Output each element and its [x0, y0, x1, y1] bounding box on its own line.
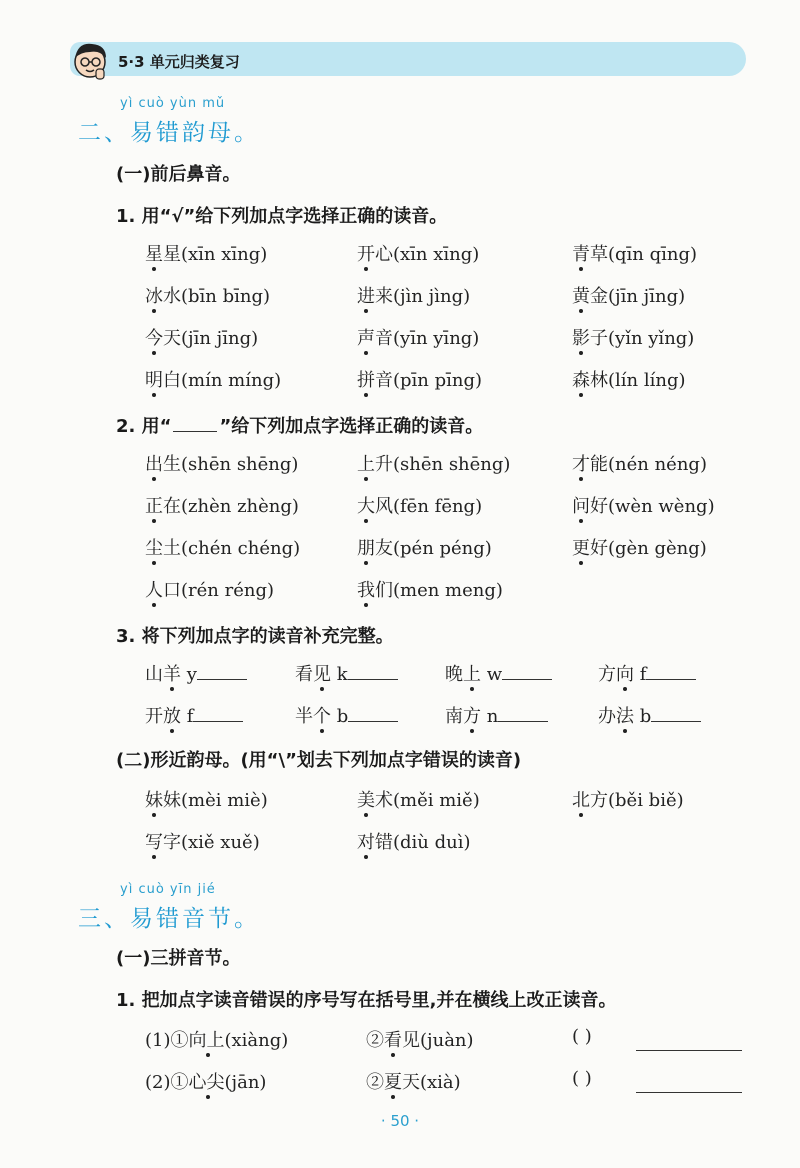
part2-item: 美术(měi miě) — [357, 790, 480, 811]
emphasis-dot-icon — [579, 351, 583, 355]
q1-item: 拼音(pīn pīng) — [357, 370, 483, 391]
answer-blank[interactable] — [646, 663, 696, 680]
emphasis-dot-icon — [579, 519, 583, 523]
emphasis-dot-icon — [170, 729, 174, 733]
q2-item: 出生(shēn shēng) — [145, 454, 299, 475]
part2-item: 北方(běi biě) — [572, 790, 684, 811]
q1-item: 声音(yīn yīng) — [357, 328, 480, 349]
emphasis-dot-icon — [364, 477, 368, 481]
q1-item: 森林(lín líng) — [572, 370, 686, 391]
s3-part1-title: (一)三拼音节。 — [116, 948, 241, 969]
emphasis-dot-icon — [152, 855, 156, 859]
part2-item: 妹妹(mèi miè) — [145, 790, 268, 811]
q2-title-blank — [173, 431, 217, 432]
q2-title-start: 2. 用“ — [116, 416, 172, 437]
emphasis-dot-icon — [364, 855, 368, 859]
q3-item: 开放 f — [145, 702, 243, 728]
q3-item: 半个 b — [295, 702, 398, 728]
section3-pinyin: yì cuò yīn jié — [120, 882, 216, 897]
emphasis-dot-icon — [364, 351, 368, 355]
emphasis-dot-icon — [320, 729, 324, 733]
emphasis-dot-icon — [579, 393, 583, 397]
emphasis-dot-icon — [364, 561, 368, 565]
page-number: · 50 · — [380, 1112, 420, 1130]
emphasis-dot-icon — [579, 561, 583, 565]
answer-blank[interactable] — [651, 705, 701, 722]
section2-title: 二、易错韵母。 — [78, 120, 260, 146]
q1-item: 明白(mín míng) — [145, 370, 282, 391]
q2-title — [116, 412, 483, 438]
q3-item: 南方 n — [445, 702, 548, 728]
q3-item: 办法 b — [598, 702, 701, 728]
emphasis-dot-icon — [170, 687, 174, 691]
q1-title: 1. 用“√”给下列加点字选择正确的读音。 — [116, 206, 448, 227]
part2-item: 对错(diù duì) — [357, 832, 471, 853]
emphasis-dot-icon — [391, 1053, 395, 1057]
emphasis-dot-icon — [579, 267, 583, 271]
q2-title-end: ”给下列加点字选择正确的读音。 — [219, 416, 484, 437]
emphasis-dot-icon — [579, 309, 583, 313]
emphasis-dot-icon — [152, 561, 156, 565]
emphasis-dot-icon — [579, 477, 583, 481]
part2-item: 写字(xiě xuě) — [145, 832, 260, 853]
q3-item: 晚上 w — [445, 660, 552, 686]
emphasis-dot-icon — [152, 603, 156, 607]
q1-item: 冰水(bīn bīng) — [145, 286, 271, 307]
emphasis-dot-icon — [206, 1095, 210, 1099]
q3-title: 3. 将下列加点字的读音补充完整。 — [116, 626, 394, 647]
q1-item: 星星(xīn xīng) — [145, 244, 268, 265]
emphasis-dot-icon — [152, 267, 156, 271]
q1-item: 进来(jìn jìng) — [357, 286, 471, 307]
q1-item: 开心(xīn xīng) — [357, 244, 480, 265]
q3-item: 方向 f — [598, 660, 696, 686]
q1-item: 影子(yǐn yǐng) — [572, 328, 695, 349]
q2-item: 上升(shēn shēng) — [357, 454, 511, 475]
part2-title: (二)形近韵母。(用“\”划去下列加点字错误的读音) — [116, 750, 522, 771]
q3-item: 看见 k — [295, 660, 398, 686]
emphasis-dot-icon — [364, 603, 368, 607]
emphasis-dot-icon — [152, 351, 156, 355]
emphasis-dot-icon — [364, 267, 368, 271]
q3-item: 山羊 y — [145, 660, 247, 686]
s3-item: (2)①心尖(jān) — [145, 1072, 267, 1093]
answer-blank[interactable] — [193, 705, 243, 722]
answer-line[interactable] — [636, 1092, 742, 1093]
answer-blank[interactable] — [348, 663, 398, 680]
answer-paren: ( ) — [572, 1026, 592, 1047]
emphasis-dot-icon — [152, 393, 156, 397]
s3-item: (1)①向上(xiàng) — [145, 1030, 289, 1051]
emphasis-dot-icon — [579, 813, 583, 817]
q2-item: 我们(men meng) — [357, 580, 503, 601]
emphasis-dot-icon — [320, 687, 324, 691]
part1-title: (一)前后鼻音。 — [116, 164, 241, 185]
emphasis-dot-icon — [623, 729, 627, 733]
emphasis-dot-icon — [391, 1095, 395, 1099]
answer-paren: ( ) — [572, 1068, 592, 1089]
emphasis-dot-icon — [206, 1053, 210, 1057]
q2-item: 问好(wèn wèng) — [572, 496, 715, 517]
q1-item: 今天(jīn jīng) — [145, 328, 259, 349]
answer-line[interactable] — [636, 1050, 742, 1051]
emphasis-dot-icon — [152, 309, 156, 313]
emphasis-dot-icon — [152, 813, 156, 817]
student-mascot-icon — [66, 36, 114, 84]
q1-item: 青草(qīn qīng) — [572, 244, 698, 265]
emphasis-dot-icon — [364, 813, 368, 817]
header-title: 5·3 单元归类复习 — [118, 53, 240, 71]
section3-title: 三、易错音节。 — [78, 906, 260, 932]
answer-blank[interactable] — [498, 705, 548, 722]
q2-item: 尘土(chén chéng) — [145, 538, 301, 559]
answer-blank[interactable] — [502, 663, 552, 680]
q2-item: 才能(nén néng) — [572, 454, 707, 475]
q2-item: 更好(gèn gèng) — [572, 538, 707, 559]
emphasis-dot-icon — [470, 729, 474, 733]
answer-blank[interactable] — [348, 705, 398, 722]
emphasis-dot-icon — [152, 477, 156, 481]
q2-item: 人口(rén réng) — [145, 580, 274, 601]
section2-pinyin: yì cuò yùn mǔ — [120, 96, 226, 111]
emphasis-dot-icon — [470, 687, 474, 691]
emphasis-dot-icon — [152, 519, 156, 523]
emphasis-dot-icon — [364, 519, 368, 523]
s3-item: ②夏天(xià) — [366, 1072, 461, 1093]
q2-item: 正在(zhèn zhèng) — [145, 496, 299, 517]
emphasis-dot-icon — [364, 309, 368, 313]
q2-item: 朋友(pén péng) — [357, 538, 492, 559]
emphasis-dot-icon — [364, 393, 368, 397]
s3-item: ②看见(juàn) — [366, 1030, 474, 1051]
emphasis-dot-icon — [623, 687, 627, 691]
answer-blank[interactable] — [197, 663, 247, 680]
q2-item: 大风(fēn fēng) — [357, 496, 483, 517]
q1-item: 黄金(jīn jīng) — [572, 286, 686, 307]
s3-q1-title: 1. 把加点字读音错误的序号写在括号里,并在横线上改正读音。 — [116, 990, 617, 1011]
